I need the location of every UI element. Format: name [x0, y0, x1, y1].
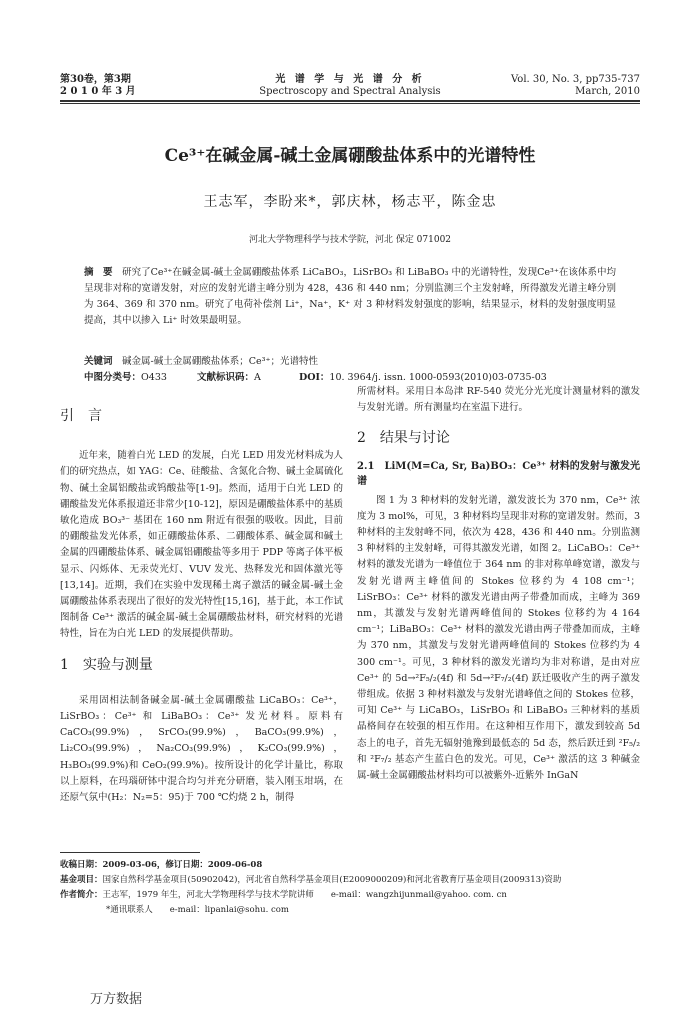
- keywords-block: [84, 354, 616, 386]
- footnote-rule: [60, 852, 200, 853]
- continued-paragraph: 所需材料。采用日本岛津 RF-540 荧光分光光度计测量材料的激发与发射光谱。所有测量均在室温下进行。: [357, 386, 640, 414]
- header-volume: 第30卷，第3期: [60, 74, 131, 85]
- doc-code-value: A: [254, 372, 261, 383]
- header-vol-pages: Vol. 30, No. 3, pp735-737: [511, 74, 640, 85]
- abstract-text: 研究了Ce³⁺在碱金属-碱土金属硼酸盐体系 LiCaBO₃，LiSrBO₃ 和 LiBaBO₃ 中的光谱特性，发现Ce³⁺在该体系中均呈现非对称的宽谱发射，对应的发射光谱主峰分别为 428，436 和 440 nm；分别监测三个主发射峰，所得激发光谱主峰分别为 364、369 和 370 nm。研究了电荷补偿剂 Li⁺，Na⁺，K⁺ 对 3 种材料发射强度的影响，结果显示，材料的发射强度明显提高，其中以掺入 Li⁺ 时效果最明显。: [84, 267, 616, 326]
- doc-code-label: 文献标识码：: [197, 372, 255, 383]
- results-paragraph: 图 1 为 3 种材料的发射光谱，激发波长为 370 nm，Ce³⁺ 浓度为 3 mol%，可见，3 种材料均呈现非对称的宽谱发射。然而，3 种材料的主发射峰不同，依次为 428，436 和 440 nm。分别监测 3 种材料的主发射峰，可得其激发光谱，如图 2。LiCaBO₃：Ce³⁺ 材料的激发光谱为一峰值位于 364 nm 的非对称单峰宽谱，激发与发射光谱两主峰值间的 Stokes 位移约为 4 108 cm⁻¹；LiSrBO₃：Ce³⁺ 材料的激发光谱由两子带叠加而成，主峰为 369 nm，其激发与发射光谱两峰值间的 Stokes 位移约为 4 164 cm⁻¹；LiBaBO₃：Ce³⁺ 材料的激发光谱由两子带叠加而成，主峰为 370 nm，其激发与发射光谱两峰值间的 Stokes 位移约为 4 300 cm⁻¹。可见，3 种材料的激发光谱均为非对称谱，是由对应 Ce³⁺ 的 5d→²F₅/₂(4f) 和 5d→²F₇/₂(4f) 跃迁吸收产生的两子激发带组成。依据 3 种材料激发与发射光谱峰值之间的 Stokes 位移，可知 Ce³⁺ 与 LiCaBO₃，LiSrBO₃ 和 LiBaBO₃ 三种材料的基质晶格间存在较强的相互作用。在这种相互作用下，激发到较高 5d 态上的电子，首先无辐射弛豫到最低态的 5d 态，然后跃迁到 ²F₅/₂ 和 ²F₇/₂ 基态产生蓝白色的发光。可见，Ce³⁺ 激活的这 3 种碱金属-碱土金属硼酸盐材料均可以被紫外-近紫外 InGaN: [357, 494, 640, 782]
- doi-value: 10. 3964/j. issn. 1000-0593(2010)03-0735-03: [329, 372, 547, 383]
- clc-value: O433: [141, 372, 167, 383]
- abstract: [84, 265, 616, 329]
- header-month: March, 2010: [575, 86, 640, 97]
- clc-label: 中图分类号：: [84, 372, 142, 383]
- keywords-label: 关键词: [84, 356, 113, 367]
- header-rule-top: [60, 100, 640, 102]
- right-column: [357, 384, 640, 784]
- abstract-label: 摘 要: [84, 267, 113, 278]
- intro-heading: 引 言: [60, 408, 102, 424]
- paper-affiliation: 河北大学物理科学与技术学院，河北 保定 071002: [248, 235, 452, 245]
- subsection-heading: 2.1 LiM(M=Ca, Sr, Ba)BO₃：Ce³⁺ 材料的发射与激发光谱: [357, 460, 640, 487]
- bio-label: 作者简介：: [60, 890, 103, 900]
- header-journal-cn: 光 谱 学 与 光 谱 分 析: [275, 74, 425, 85]
- left-column: [60, 408, 343, 806]
- keywords-text: 碱金属-碱土金属硼酸盐体系；Ce³⁺；光谱特性: [122, 356, 318, 367]
- watermark: 万方数据: [90, 992, 143, 1007]
- experiment-paragraph: 采用固相法制备碱金属-碱土金属硼酸盐 LiCaBO₃：Ce³⁺，LiSrBO₃：Ce³⁺ 和 LiBaBO₃：Ce³⁺ 发光材料。原料有 CaCO₃(99.9%)，SrCO₃(99.9%)，BaCO₃(99.9%)，Li₂CO₃(99.9%)，Na₂CO₃(99.9%)，K₂CO₃(99.9%)，H₃BO₃(99.9%)和 CeO₂(99.9%)。按所设计的化学计量比，称取以上原料，在玛瑙研钵中混合均匀并充分研磨，装入刚玉坩埚，在还原气氛中(H₂：N₂=5：95)于 700 ℃灼烧 2 h，制得: [60, 694, 343, 804]
- header-rule-bottom: [60, 103, 640, 104]
- fund-text: 国家自然科学基金项目(50902042)，河北省自然科学基金项目(E2009000209)和河北省教育厅基金项目(2009313)资助: [102, 875, 562, 885]
- experiment-heading: 1 实验与测量: [60, 656, 153, 673]
- paper-title: Ce³⁺在碱金属-碱土金属硼酸盐体系中的光谱特性: [164, 146, 536, 166]
- doi-label: DOI：: [298, 372, 330, 383]
- paper-authors: 王志军，李盼来*，郭庆林，杨志平，陈金忠: [203, 194, 497, 210]
- header-vol-block: [511, 74, 640, 98]
- fund-label: 基金项目：: [60, 875, 103, 885]
- corresponding-author: *通讯联系人 e-mail：lipanlai@sohu. com: [106, 905, 289, 915]
- received-date: 收稿日期：2009-03-06，修订日期：2009-06-08: [60, 860, 263, 870]
- results-heading: 2 结果与讨论: [357, 430, 450, 447]
- header-journal-en: Spectroscopy and Spectral Analysis: [259, 86, 441, 97]
- footnotes: [60, 858, 640, 918]
- intro-paragraph: 近年来，随着白光 LED 的发展，白光 LED 用发光材料成为人们的研究热点，如 YAG：Ce、硅酸盐、含氮化合物、碱土金属硫化物、碱土金属铝酸盐或钨酸盐等[1-9]。然而，适用于白光 LED 的硼酸盐发光体系报道还非常少[10-12]，原因是硼酸盐体系中的基质敏化造成 BO₃³⁻ 基团在 160 nm 附近有很强的吸收。因此，目前的硼酸盐发光体系，如正硼酸盐体系、二硼酸体系、碱金属和碱土金属的四硼酸盐体系、碱金属铝硼酸盐等多用于 PDP 等离子体平板显示、闪烁体、无汞荧光灯、VUV 发光、热释发光和固体激光等[13,14]。近期，我们在实验中发现稀土离子激活的碱金属-碱土金属硼酸盐体系表现出了很好的发光特性[15,16]，基于此，本工作试图制备 Ce³⁺ 激活的碱金属-碱土金属硼酸盐材料，研究材料的光谱特性，旨在为白光 LED 的发展提供帮助。: [60, 450, 343, 640]
- bio-text: 王志军，1979 年生，河北大学物理科学与技术学院讲师 e-mail：wangzhijunmail@yahoo. com. cn: [102, 890, 507, 900]
- header-date: 2 0 1 0 年 3 月: [60, 86, 136, 97]
